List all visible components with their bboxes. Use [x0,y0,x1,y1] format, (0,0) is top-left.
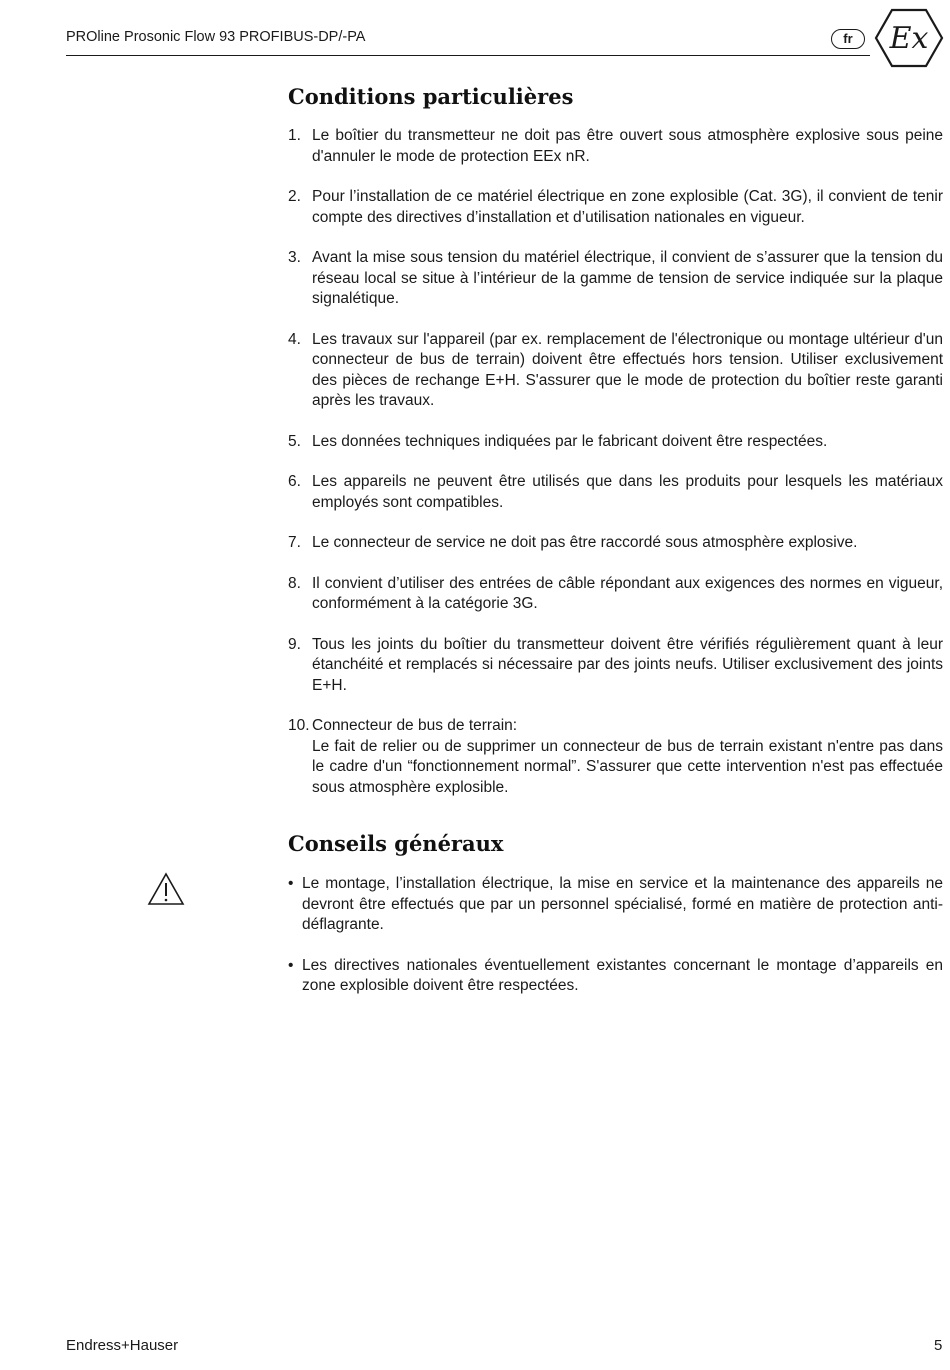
conditions-heading: Conditions particulières [288,84,574,109]
condition-item [288,533,943,554]
condition-item [288,574,943,615]
condition-text: Les travaux sur l'appareil (par ex. remplacement de l'électronique ou montage ultérieur d'un connecteur de bus de terrain) doivent être effectués hors tension. Utiliser exclusivement des pièces de rechange E+H. S'assurer que le mode de protection du boîtier reste garanti après les travaux. [312,330,943,409]
condition-text: Le fait de relier ou de supprimer un connecteur de bus de terrain existant n'entre pas dans le cadre d'un “fonctionnement normal”. S'assurer que cette intervention n'est pas effectuée sous atmosphère explosible. [312,737,943,796]
conditions-list [288,126,943,818]
condition-text: Les données techniques indiquées par le fabricant doivent être respectées. [312,432,828,450]
condition-number: 1. [288,127,301,144]
condition-text: Le connecteur de service ne doit pas être raccordé sous atmosphère explosive. [312,534,858,551]
advice-text: Les directives nationales éventuellement existantes concernant le montage d’appareils en zone explosible doivent être respectées. [302,956,943,994]
condition-item [288,635,943,697]
condition-text: Pour l’installation de ce matériel électrique en zone explosible (Cat. 3G), il convient de tenir compte des directives d’installation et d’utilisation nationales en vigueur. [312,188,943,226]
bullet: • [288,875,294,892]
ex-hexagon-icon [874,8,944,68]
page-number: 5 [934,1337,943,1354]
condition-subheading: Connecteur de bus de terrain: [312,717,518,734]
condition-item [288,126,943,167]
condition-number: 2. [288,188,301,205]
condition-number: 5. [288,432,301,450]
condition-number: 4. [288,330,301,348]
general-advice-heading: Conseils généraux [288,831,504,856]
condition-number: 3. [288,249,301,266]
language-badge: fr [831,29,865,49]
condition-number: 10. [288,717,310,734]
condition-item [288,330,943,412]
condition-text: Il convient d’utiliser des entrées de câble répondant aux exigences des normes en vigueur, conformément à la catégorie 3G. [312,574,943,612]
condition-text: Avant la mise sous tension du matériel électrique, il convient de s’assurer que la tension du réseau local se situe à l’intérieur de la gamme de tension de service indiquée sur la plaque signalétique. [312,249,943,307]
document-title: PROline Prosonic Flow 93 PROFIBUS-DP/-PA [66,29,366,45]
general-advice-list [288,874,943,1017]
condition-number: 7. [288,534,301,551]
footer-brand: Endress+Hauser [66,1337,179,1354]
bullet: • [288,956,294,974]
advice-text: Le montage, l’installation électrique, la mise en service et la maintenance des appareils ne devront être effectués que par un personnel spécialisé, formé en matière de protection anti-déflagrante. [302,875,943,933]
condition-number: 6. [288,473,301,490]
header-rule [66,55,870,56]
condition-item [288,472,943,513]
condition-text: Les appareils ne peuvent être utilisés que dans les produits pour lesquels les matériaux employés sont compatibles. [312,473,943,511]
advice-item [288,874,943,936]
condition-number: 8. [288,574,301,592]
advice-item [288,956,943,997]
condition-item [288,716,943,798]
condition-item [288,248,943,310]
condition-item [288,187,943,228]
condition-text: Le boîtier du transmetteur ne doit pas être ouvert sous atmosphère explosive sous peine d'annuler le mode de protection EEx nR. [312,127,943,165]
warning-triangle-icon [147,872,185,906]
condition-text: Tous les joints du boîtier du transmetteur doivent être vérifiés régulièrement quant à leur étanchéité et remplacés si nécessaire par des joints neufs. Utiliser exclusivement des joints E+H. [312,635,943,694]
condition-number: 9. [288,635,301,653]
ex-logo-text: Ex [889,21,929,56]
condition-item [288,432,943,453]
